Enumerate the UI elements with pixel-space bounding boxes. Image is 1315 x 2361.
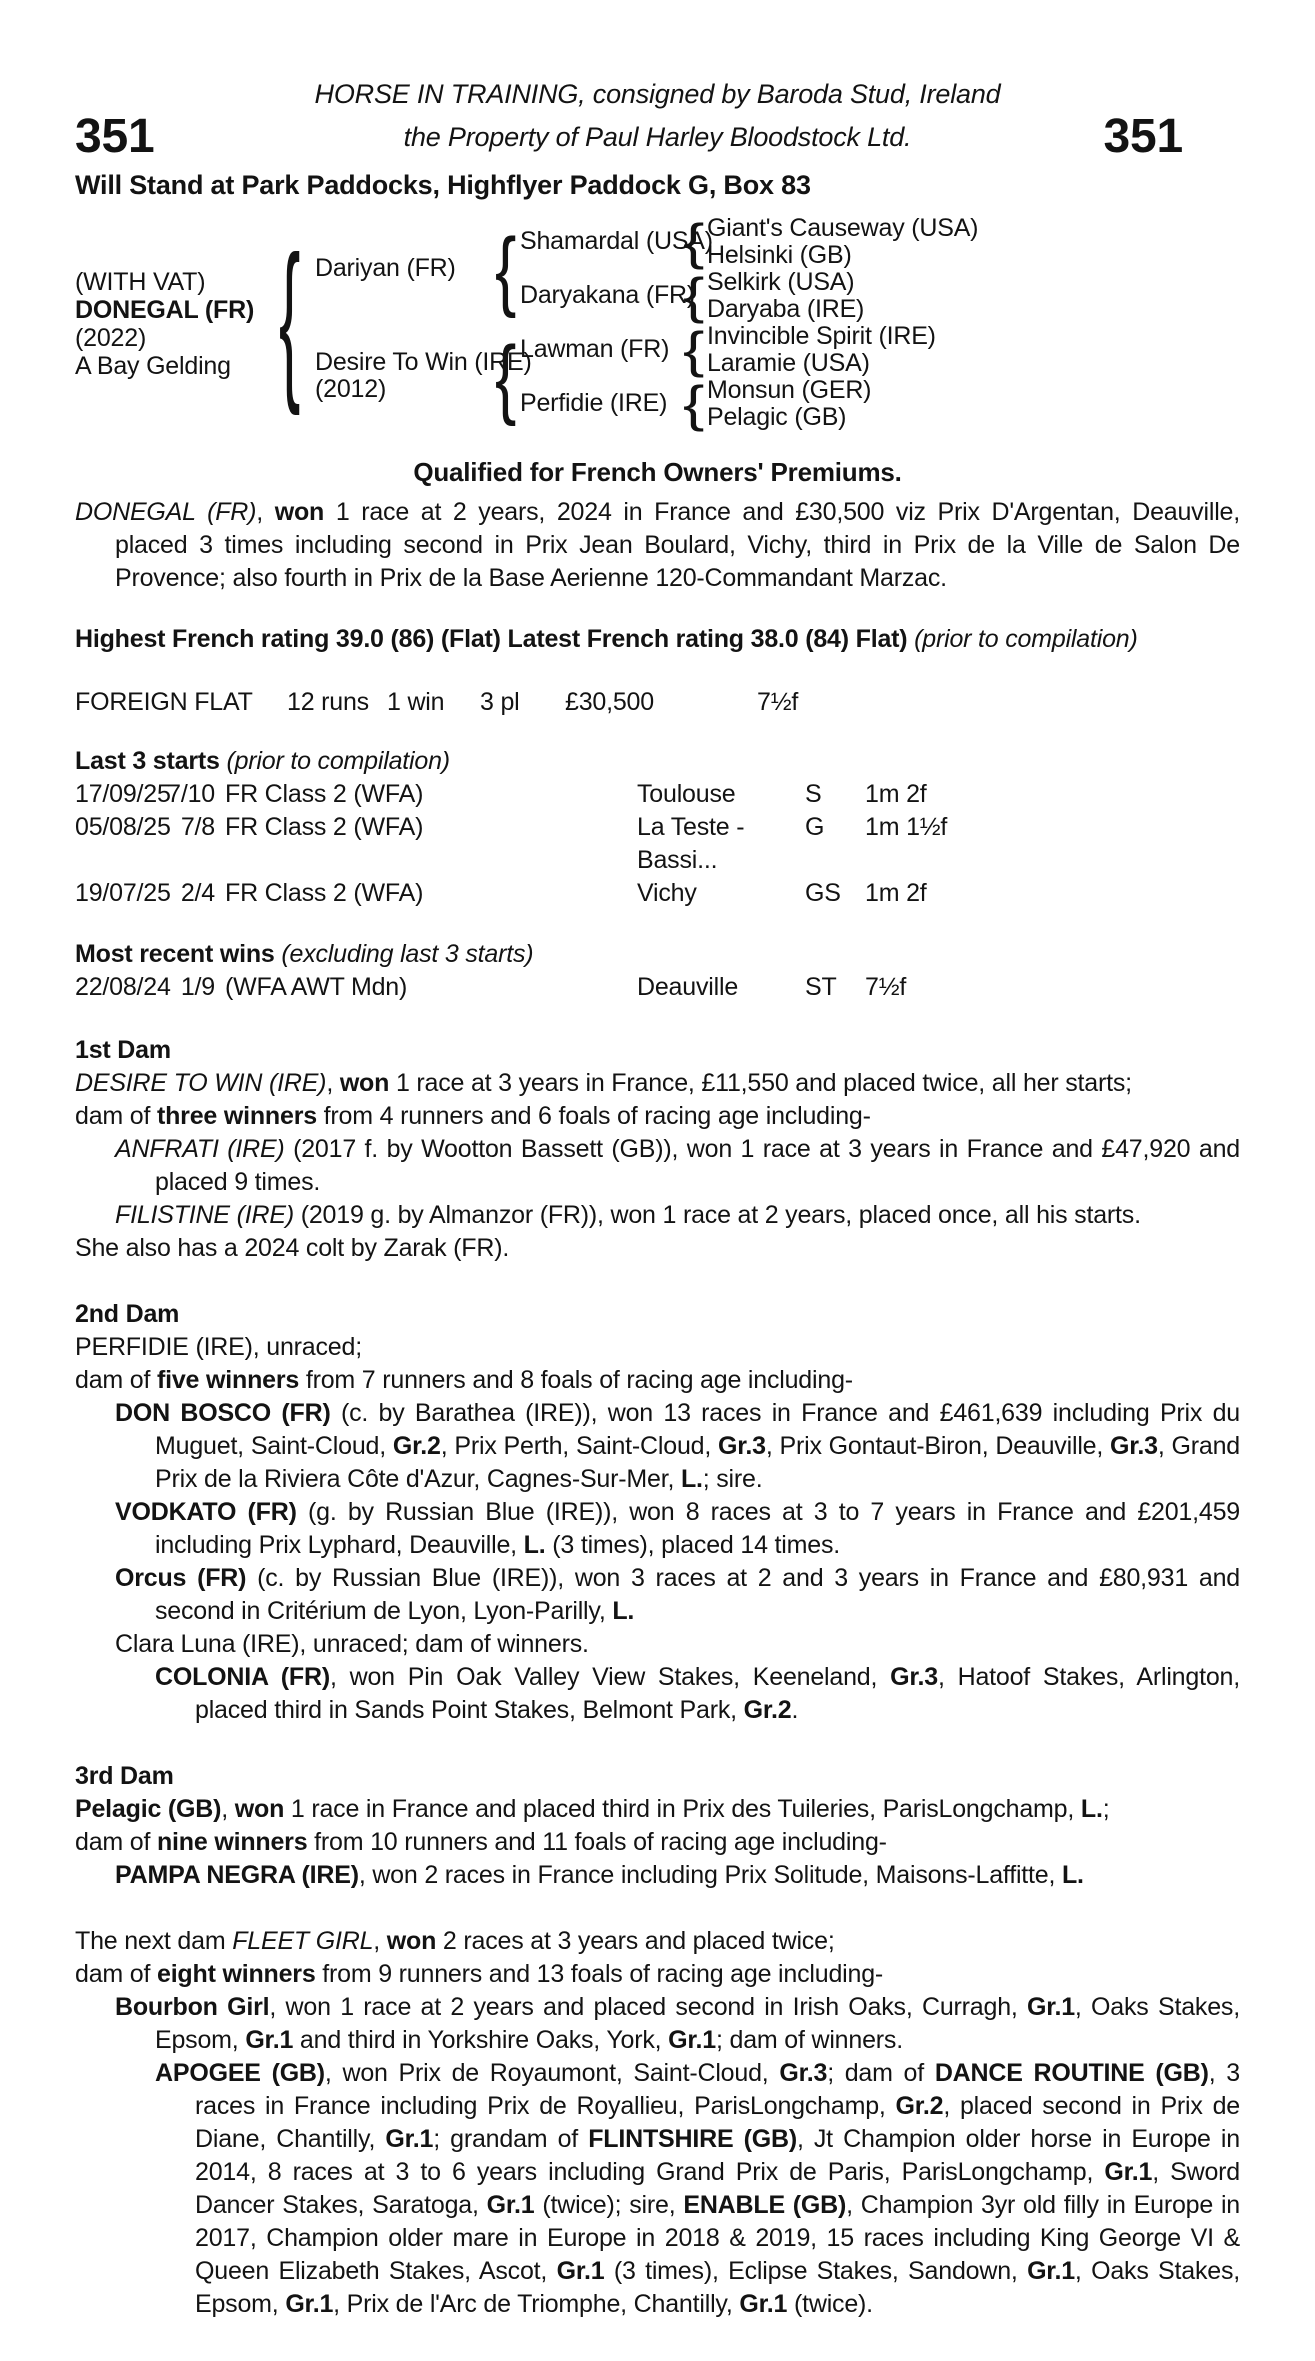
- foreign-flat-stats: [75, 686, 1240, 719]
- race-course: Vichy: [637, 879, 697, 907]
- race-row: [75, 811, 1240, 877]
- gen3-name: Monsun (GER): [707, 376, 872, 404]
- stats-wins: 1 win: [387, 688, 445, 716]
- stats-earnings: £30,500: [565, 688, 654, 716]
- race-class: FR Class 2 (WFA): [225, 813, 424, 841]
- dam-name: Desire To Win (IRE): [315, 348, 532, 376]
- gen3-name: Selkirk (USA): [707, 268, 855, 296]
- race-class: (WFA AWT Mdn): [225, 973, 408, 1001]
- race-distance: 1m 1½f: [865, 813, 948, 841]
- progeny-entry: VODKATO (FR) (g. by Russian Blue (IRE)), won 8 races at 3 to 7 years in France and £201,459 including Prix Lyphard, Deauville, L. (3 times), placed 14 times.: [115, 1498, 1240, 1559]
- race-class: FR Class 2 (WFA): [225, 879, 424, 907]
- gen3-name: Pelagic (GB): [707, 403, 847, 431]
- progeny-entry: Clara Luna (IRE), unraced; dam of winners.: [115, 1630, 589, 1658]
- dam3-damof: dam of nine winners from 10 runners and 11 foals of racing age including-: [75, 1828, 887, 1856]
- recent-wins-heading: Most recent wins (excluding last 3 starts): [75, 940, 534, 968]
- race-course: Toulouse: [637, 780, 736, 808]
- vat-note: (WITH VAT): [75, 268, 206, 296]
- race-distance: 1m 2f: [865, 879, 927, 907]
- race-position: 7/8: [180, 813, 215, 841]
- rating-line: Highest French rating 39.0 (86) (Flat) Latest French rating 38.0 (84) Flat) (prior to compilation): [75, 625, 1138, 653]
- dam1-footnote: She also has a 2024 colt by Zarak (FR).: [75, 1234, 510, 1262]
- gen3-name: Laramie (USA): [707, 349, 870, 377]
- dam1-intro: DESIRE TO WIN (IRE), won 1 race at 3 years in France, £11,550 and placed twice, all her starts;: [75, 1069, 1132, 1097]
- race-row: [75, 778, 1240, 811]
- nextdam-damof: dam of eight winners from 9 runners and 13 foals of racing age including-: [75, 1960, 884, 1988]
- race-position: 1/9: [180, 973, 215, 1001]
- progeny-entry: DON BOSCO (FR) (c. by Barathea (IRE)), won 13 races in France and £461,639 including Prix du Muguet, Saint-Cloud, Gr.2, Prix Perth, Saint-Cloud, Gr.3, Prix Gontaut-Biron, Deauville, Gr.3, Grand Prix de la Riviera Côte d'Azur, Cagnes-Sur-Mer, L.; sire.: [115, 1399, 1240, 1493]
- sire-sire-name: Shamardal (USA): [520, 227, 713, 255]
- race-going: GS: [805, 879, 841, 907]
- race-row: [75, 971, 1240, 1004]
- consignor-line: HORSE IN TRAINING, consigned by Baroda Stud, Ireland: [314, 79, 1001, 109]
- header-row: [75, 112, 1240, 162]
- pedigree-brace-gen3-3: [683, 325, 704, 375]
- race-course: La Teste - Bassi...: [637, 813, 745, 874]
- pedigree-brace-gen3-1: [683, 217, 704, 267]
- race-distance: 7½f: [865, 973, 907, 1001]
- dam2-damof: dam of five winners from 7 runners and 8 foals of racing age including-: [75, 1366, 853, 1394]
- progeny-entry: ANFRATI (IRE) (2017 f. by Wootton Bassett (GB)), won 1 race at 3 years in France and £47,920 and placed 9 times.: [115, 1135, 1240, 1196]
- race-going: G: [805, 813, 825, 841]
- race-position: 7/10: [167, 780, 215, 808]
- progeny-entry: Orcus (FR) (c. by Russian Blue (IRE)), won 3 races at 2 and 3 years in France and £80,931 and second in Critérium de Lyon, Lyon-Parilly, L.: [115, 1564, 1240, 1625]
- premiums-qualification: Qualified for French Owners' Premiums.: [413, 457, 902, 487]
- stats-runs: 12 runs: [287, 688, 369, 716]
- gen3-name: Helsinki (GB): [707, 241, 852, 269]
- sire-dam-name: Daryakana (FR): [520, 281, 696, 309]
- pedigree-brace-gen3-2: [683, 271, 704, 321]
- dam3-intro: Pelagic (GB), won 1 race in France and placed third in Prix des Tuileries, ParisLongchamp, L.;: [75, 1795, 1110, 1823]
- progeny-entry: FILISTINE (IRE) (2019 g. by Almanzor (FR)), won 1 race at 2 years, placed once, all his starts.: [115, 1201, 1141, 1229]
- dam-sire-name: Lawman (FR): [520, 335, 670, 363]
- recent-wins-table: [75, 971, 1240, 1004]
- race-going: S: [805, 780, 822, 808]
- dam-year: (2012): [315, 375, 387, 403]
- progeny-entry: COLONIA (FR), won Pin Oak Valley View Stakes, Keeneland, Gr.3, Hatoof Stakes, Arlington, placed third in Sands Point Stakes, Belmont Park, Gr.2.: [155, 1663, 1240, 1724]
- horse-description: A Bay Gelding: [75, 352, 231, 380]
- race-row: [75, 877, 1240, 910]
- pedigree-brace-gen3-4: [683, 379, 704, 429]
- lot-number-right: 351: [1103, 110, 1183, 163]
- progeny-entry: Bourbon Girl, won 1 race at 2 years and placed second in Irish Oaks, Curragh, Gr.1, Oaks Stakes, Epsom, Gr.1 and third in Yorkshire Oaks, York, Gr.1; dam of winners.: [115, 1993, 1240, 2054]
- foaling-year: (2022): [75, 324, 147, 352]
- race-class: FR Class 2 (WFA): [225, 780, 424, 808]
- last3-table: [75, 778, 1240, 910]
- dam-dam-name: Perfidie (IRE): [520, 389, 668, 417]
- dam3-heading: 3rd Dam: [75, 1762, 174, 1790]
- race-date: 22/08/24: [75, 973, 171, 1001]
- progeny-entry: PAMPA NEGRA (IRE), won 2 races in France including Prix Solitude, Maisons-Laffitte, L.: [115, 1861, 1084, 1889]
- race-going: ST: [805, 973, 837, 1001]
- property-line: the Property of Paul Harley Bloodstock Ltd.: [403, 121, 912, 152]
- dam2-intro: PERFIDIE (IRE), unraced;: [75, 1333, 362, 1361]
- race-date: 17/09/25: [75, 780, 171, 808]
- race-course: Deauville: [637, 973, 739, 1001]
- race-distance: 1m 2f: [865, 780, 927, 808]
- pedigree-brace-dam: [495, 333, 516, 421]
- horse-name: DONEGAL (FR): [75, 296, 255, 324]
- dam1-damof: dam of three winners from 4 runners and 6 foals of racing age including-: [75, 1102, 871, 1130]
- dam1-heading: 1st Dam: [75, 1036, 171, 1064]
- stats-label: FOREIGN FLAT: [75, 688, 253, 716]
- last3-heading: Last 3 starts (prior to compilation): [75, 747, 450, 775]
- sire-name: Dariyan (FR): [315, 254, 456, 282]
- pedigree-brace-main: [279, 230, 300, 406]
- nextdam-intro: The next dam FLEET GIRL, won 2 races at 3 years and placed twice;: [75, 1927, 835, 1955]
- gen3-name: Invincible Spirit (IRE): [707, 322, 936, 350]
- progeny-entry: APOGEE (GB), won Prix de Royaumont, Saint-Cloud, Gr.3; dam of DANCE ROUTINE (GB), 3 races in France including Prix de Royallieu, ParisLongchamp, Gr.2, placed second in Prix de Diane, Chantilly, Gr.1; grandam of FLINTSHIRE (GB), Jt Champion older horse in Europe in 2014, 8 races at 3 to 6 years including Grand Prix de Paris, ParisLongchamp, Gr.1, Sword Dancer Stakes, Saratoga, Gr.1 (twice); sire, ENABLE (GB), Champion 3yr old filly in Europe in 2017, Champion older mare in Europe in 2018 & 2019, 15 races including King George VI & Queen Elizabeth Stakes, Ascot, Gr.1 (3 times), Eclipse Stakes, Sandown, Gr.1, Oaks Stakes, Epsom, Gr.1, Prix de l'Arc de Triomphe, Chantilly, Gr.1 (twice).: [155, 2059, 1240, 2318]
- lot-number-left: 351: [75, 110, 155, 163]
- stand-location-line: Will Stand at Park Paddocks, Highflyer Paddock G, Box 83: [75, 170, 811, 200]
- dam2-heading: 2nd Dam: [75, 1300, 180, 1328]
- race-position: 2/4: [180, 879, 215, 907]
- gen3-name: Daryaba (IRE): [707, 295, 865, 323]
- pedigree-brace-sire: [495, 225, 516, 313]
- pedigree-tree: [75, 215, 1240, 439]
- stats-distance: 7½f: [757, 688, 799, 716]
- race-summary: DONEGAL (FR), won 1 race at 2 years, 2024 in France and £30,500 viz Prix D'Argentan, Deauville, placed 3 times including second in Prix Jean Boulard, Vichy, third in Prix de la Ville de Salon De Provence; also fourth in Prix de la Base Aerienne 120-Commandant Marzac.: [75, 498, 1240, 592]
- gen3-name: Giant's Causeway (USA): [707, 214, 979, 242]
- stats-places: 3 pl: [480, 688, 520, 716]
- race-date: 19/07/25: [75, 879, 171, 907]
- race-date: 05/08/25: [75, 813, 171, 841]
